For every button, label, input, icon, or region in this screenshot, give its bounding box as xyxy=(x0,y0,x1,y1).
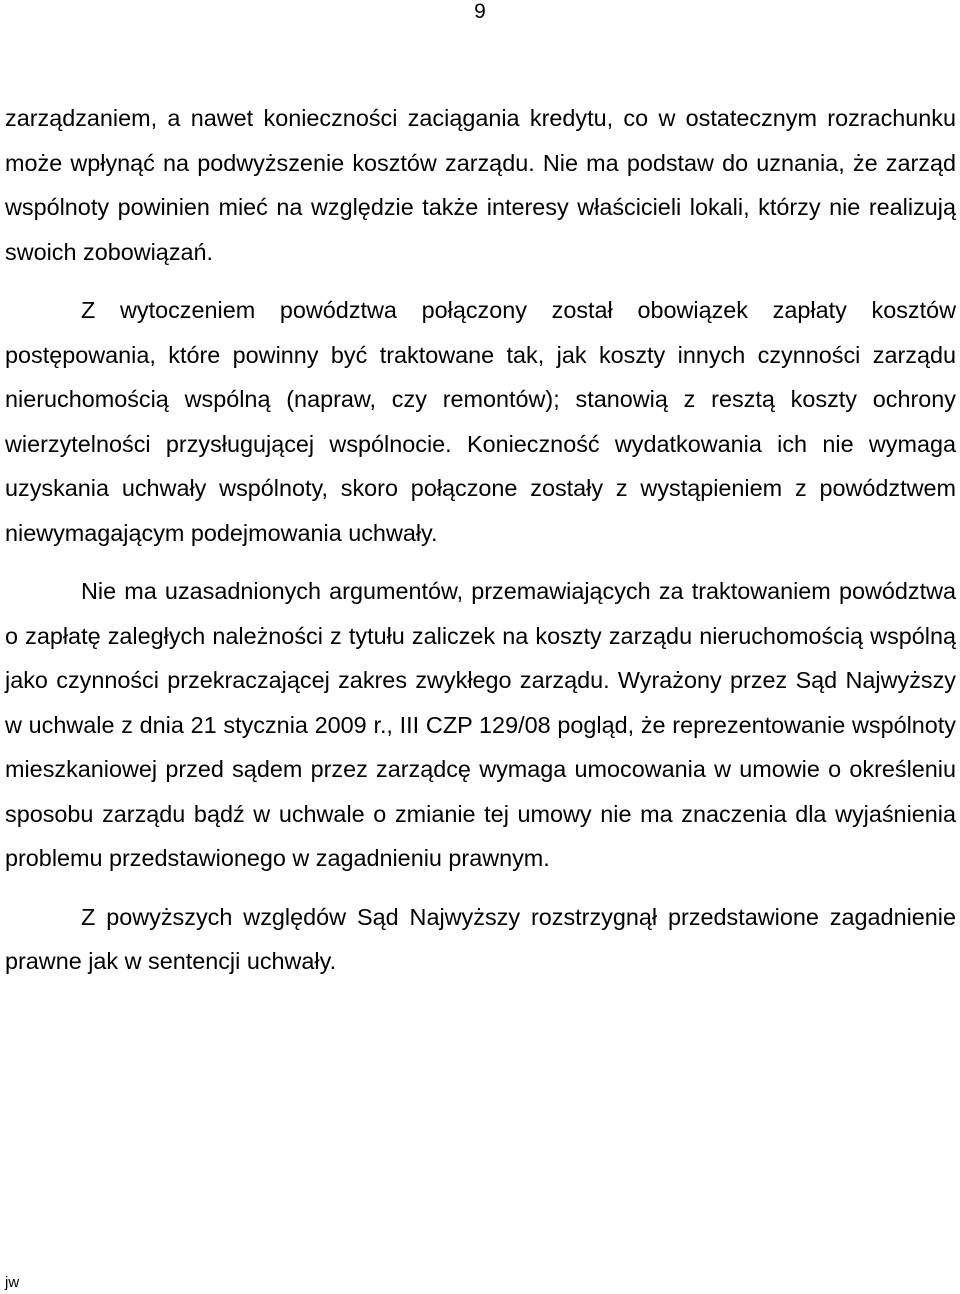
paragraph-ordinary-management: Nie ma uzasadnionych argumentów, przemawiających za traktowaniem powództwa o zapłatę zaległych należności z tytułu zaliczek na koszty zarządu nieruchomością wspólną jako czynności przekraczającej zakres zwykłego zarządu. Wyrażony przez Sąd Najwyższy w uchwale z dnia 21 stycznia 2009 r., III CZP 129/08 pogląd, że reprezentowanie wspólnoty mieszkaniowej przed sądem przez zarządcę wymaga umocowania w umowie o określeniu sposobu zarządu bądź w uchwale o zmianie tej umowy nie ma znaczenia dla wyjaśnienia problemu przedstawionego w zagadnieniu prawnym. xyxy=(5,578,956,871)
paragraph-conclusion: Z powyższych względów Sąd Najwyższy rozstrzygnął przedstawione zagadnienie prawne jak w sentencji uchwały. xyxy=(5,903,956,974)
page-number: 9 xyxy=(474,0,486,23)
document-body xyxy=(5,96,956,984)
paragraph-continuation: zarządzaniem, a nawet konieczności zaciągania kredytu, co w ostatecznym rozrachunku może wpłynąć na podwyższenie kosztów zarządu. Nie ma podstaw do uznania, że zarząd wspólnoty powinien mieć na względzie także interesy właścicieli lokali, którzy nie realizują swoich zobowiązań. xyxy=(5,105,956,265)
paragraph-litigation-costs: Z wytoczeniem powództwa połączony został obowiązek zapłaty kosztów postępowania, które powinny być traktowane tak, jak koszty innych czynności zarządu nieruchomością wspólną (napraw, czy remontów); stanowią z resztą koszty ochrony wierzytelności przysługującej wspólnocie. Konieczność wydatkowania ich nie wymaga uzyskania uchwały wspólnoty, skoro połączone zostały z wystąpieniem z powództwem niewymagającym podejmowania uchwały. xyxy=(5,297,956,546)
footer-initials: jw xyxy=(5,1274,20,1291)
